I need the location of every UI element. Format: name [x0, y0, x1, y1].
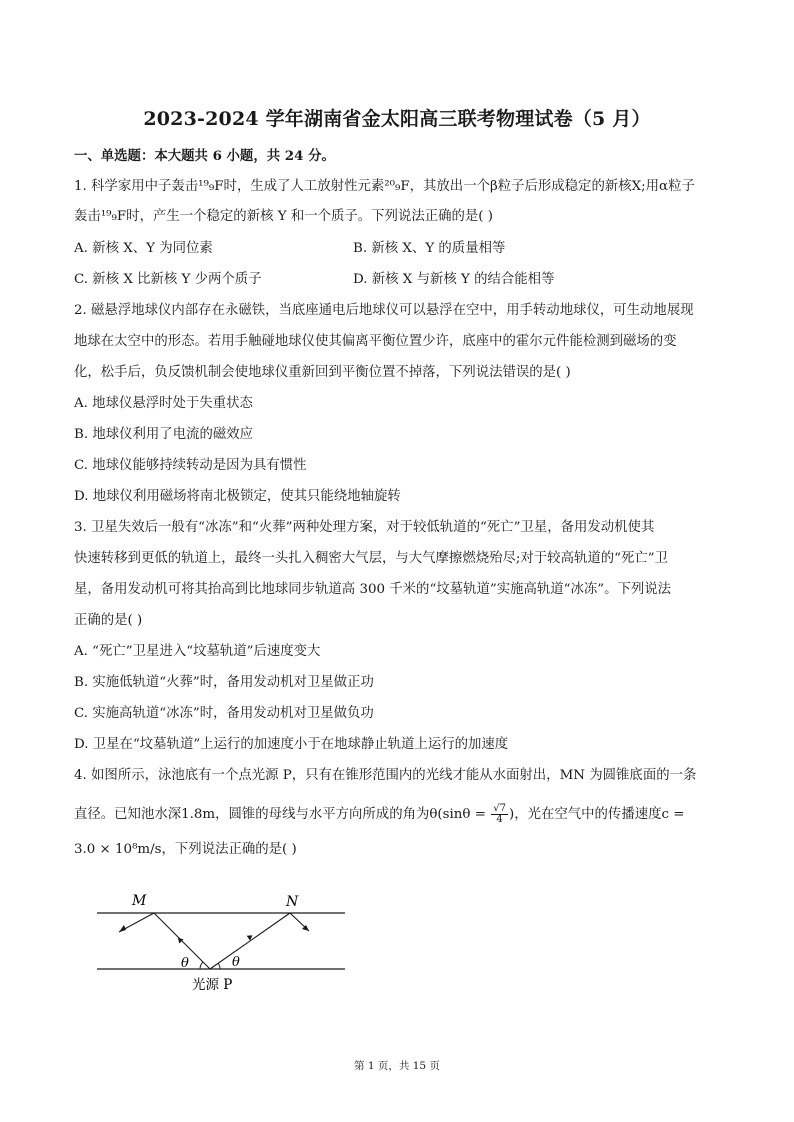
- section-heading: 一、单选题：本大题共 6 小题，共 24 分。: [74, 148, 335, 164]
- label-m: M: [132, 893, 147, 909]
- q1-stem-line1: 1. 科学家用中子轰击¹⁹₉F时，生成了人工放射性元素²⁰₉F，其放出一个β粒子后形成稳定的新核X;用α粒子: [74, 179, 695, 194]
- q2-option-a: A. 地球仪悬浮时处于失重状态: [74, 396, 253, 411]
- q1-option-d: D. 新核 X 与新核 Y 的结合能相等: [353, 272, 555, 287]
- page-footer: 第 1 页，共 15 页: [354, 1060, 440, 1072]
- q1-option-a: A. 新核 X、Y 为同位素: [74, 241, 213, 256]
- q3-stem-line2: 快速转移到更低的轨道上，最终一头扎入稠密大气层，与大气摩擦燃烧殆尽;对于较高轨道的“死亡”卫: [74, 551, 668, 566]
- q3-stem-line4: 正确的是( ): [74, 613, 143, 628]
- right-ray: [210, 913, 290, 969]
- q1-option-b: B. 新核 X、Y 的质量相等: [353, 241, 506, 256]
- q4-stem-line3: 3.0 × 10⁸m/s，下列说法正确的是( ): [74, 842, 297, 857]
- light-cone-figure: [95, 885, 355, 1000]
- q2-option-b: B. 地球仪利用了电流的磁效应: [74, 427, 254, 442]
- q3-option-d: D. 卫星在“坟墓轨道”上运行的加速度小于在地球静止轨道上运行的加速度: [74, 737, 509, 752]
- label-theta-left: θ: [181, 956, 189, 971]
- q3-option-a: A. “死亡”卫星进入“坟墓轨道”后速度变大: [74, 644, 321, 659]
- q2-stem-line2: 地球在太空中的形态。若用手触碰地球仪使其偏离平衡位置少许，底座中的霍尔元件能检测到磁场的变: [74, 334, 677, 349]
- fraction-numerator: √7: [493, 803, 506, 814]
- q4-stem-line2: [74, 804, 684, 825]
- q1-stem-line2: 轰击¹⁹₉F时，产生一个稳定的新核 Y 和一个质子。下列说法正确的是( ): [74, 209, 493, 224]
- q3-stem-line1: 3. 卫星失效后一般有“冰冻”和“火葬”两种处理方案，对于较低轨道的“死亡”卫星，备用发动机使其: [74, 520, 655, 535]
- fraction-denominator: 4: [496, 814, 503, 825]
- exam-title: 2023-2024 学年湖南省金太阳高三联考物理试卷（5 月）: [143, 108, 651, 130]
- q3-stem-line3: 星，备用发动机可将其抬高到比地球同步轨道高 300 千米的“坟墓轨道”实施高轨道“冰冻”。下列说法: [74, 582, 672, 597]
- q1-option-c: C. 新核 X 比新核 Y 少两个质子: [74, 272, 262, 287]
- q2-stem-line1: 2. 磁悬浮地球仪内部存在永磁铁，当底座通电后地球仪可以悬浮在空中，用手转动地球仪，可生动地展现: [74, 303, 694, 318]
- label-theta-right: θ: [232, 955, 240, 970]
- left-angle-arc: [200, 962, 203, 969]
- q2-option-c: C. 地球仪能够持续转动是因为具有惯性: [74, 458, 307, 473]
- q4-stem-line2-start: 直径。已知池水深1.8m，圆锥的母线与水平方向所成的角为θ(sinθ =: [74, 807, 491, 822]
- right-angle-arc: [218, 963, 220, 969]
- q3-option-c: C. 实施高轨道“冰冻”时，备用发动机对卫星做负功: [74, 706, 374, 721]
- sin-theta-fraction: [491, 804, 508, 825]
- label-n: N: [286, 894, 299, 910]
- label-light-source: 光源 P: [192, 977, 233, 993]
- q2-stem-line3: 化，松手后，负反馈机制会使地球仪重新回到平衡位置不掉落，下列说法错误的是( ): [74, 365, 571, 380]
- q3-option-b: B. 实施低轨道“火葬”时，备用发动机对卫星做正功: [74, 675, 374, 690]
- q2-option-d: D. 地球仪利用磁场将南北极锁定，使其只能绕地轴旋转: [74, 489, 401, 504]
- q4-stem-line1: 4. 如图所示，泳池底有一个点光源 P，只有在锥形范围内的光线才能从水面射出，MN 为圆锥底面的一条: [74, 768, 697, 783]
- left-ray-arrow: [176, 936, 184, 944]
- left-out-arrow: [119, 925, 126, 932]
- q4-stem-line2-end: )，光在空气中的传播速度c =: [508, 807, 685, 822]
